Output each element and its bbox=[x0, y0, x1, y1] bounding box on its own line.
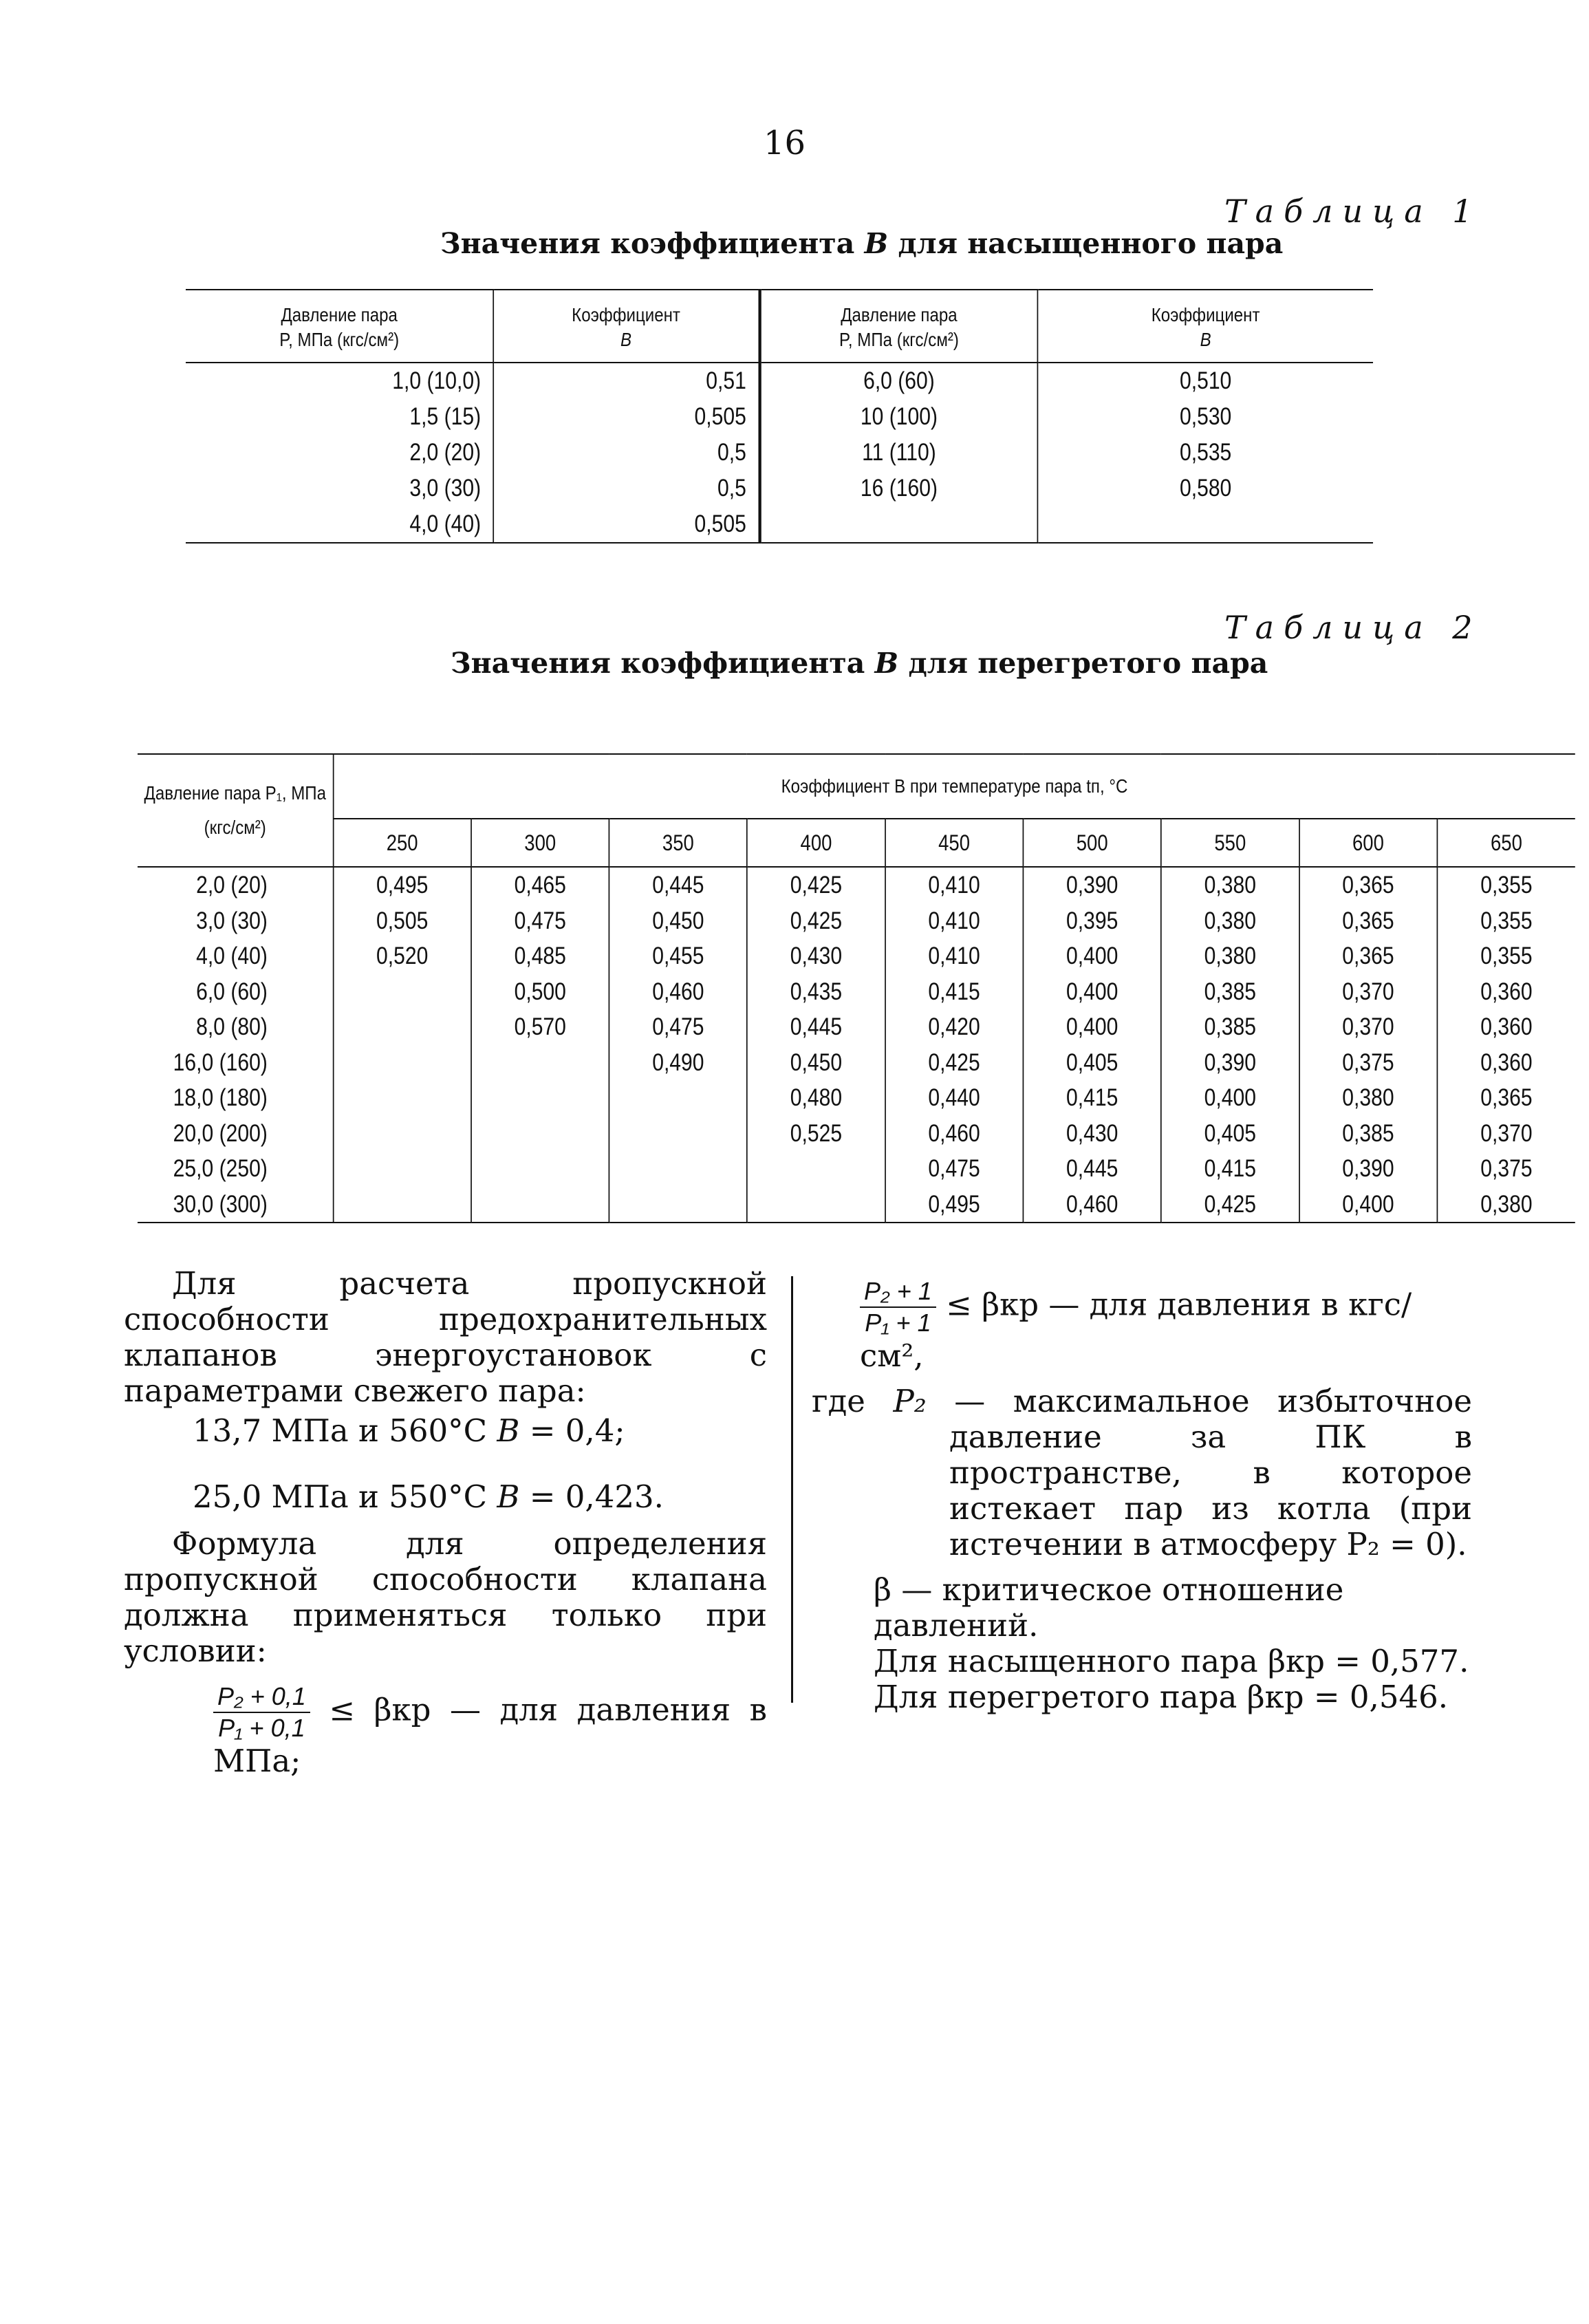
table2-temperature-header: 350 bbox=[609, 819, 748, 867]
table1-header-coef-l1: Коэффициент bbox=[572, 304, 680, 325]
table1-row bbox=[186, 435, 1373, 471]
table2-cell-coef: 0,355 bbox=[1437, 938, 1575, 974]
table2-cell-coef: 0,525 bbox=[747, 1116, 885, 1152]
right-text-column bbox=[812, 1276, 1472, 1715]
table2-cell-coef bbox=[609, 1187, 748, 1223]
table2-cell-coef: 0,375 bbox=[1437, 1151, 1575, 1187]
table2-caption-post: для перегретого пара bbox=[898, 647, 1268, 680]
table2-cell-coef: 0,375 bbox=[1299, 1045, 1438, 1081]
table2-cell-coef: 0,360 bbox=[1437, 974, 1575, 1010]
table2-header-pressure bbox=[138, 754, 333, 867]
left-formula-fraction bbox=[213, 1681, 310, 1743]
table2-cell-pressure: 6,0 (60) bbox=[196, 978, 268, 1005]
right-formula-note: — для давления в кгс/см², bbox=[860, 1286, 1412, 1374]
table2-cell-coef: 0,365 bbox=[1299, 938, 1438, 974]
table2-cell-coef: 0,495 bbox=[885, 1187, 1024, 1223]
table1-cell-pressure-2: 11 (110) bbox=[759, 435, 1037, 471]
table2-caption bbox=[451, 647, 1268, 680]
table2-header-pressure-l1: Давление пара P₁, МПа bbox=[144, 782, 326, 804]
table2-cell-coef bbox=[471, 1045, 609, 1081]
table2-cell-coef bbox=[333, 1080, 471, 1116]
left-formula bbox=[213, 1681, 767, 1779]
table2-cell-coef: 0,390 bbox=[1161, 1045, 1299, 1081]
table2-row bbox=[138, 1045, 1575, 1081]
table2-cell-pressure: 2,0 (20) bbox=[196, 872, 268, 899]
table1-cell-pressure-2: 16 (160) bbox=[759, 471, 1037, 506]
table2-temperature-header: 650 bbox=[1437, 819, 1575, 867]
table2-cell-coef: 0,360 bbox=[1437, 1009, 1575, 1045]
table2-cell-coef: 0,520 bbox=[333, 938, 471, 974]
table2-cell-coef bbox=[471, 1187, 609, 1223]
table2-row bbox=[138, 1116, 1575, 1152]
table1-header-pressure2-l1: Давление пара bbox=[841, 304, 958, 325]
case1-var: B bbox=[497, 1412, 520, 1449]
right-formula bbox=[860, 1276, 1472, 1374]
table2-cell-coef bbox=[333, 1151, 471, 1187]
table1-caption-var: B bbox=[864, 227, 889, 260]
case1-pre: 13,7 МПа и 560°С bbox=[193, 1412, 497, 1449]
table2-cell-coef: 0,425 bbox=[1161, 1187, 1299, 1223]
table2-cell-coef: 0,415 bbox=[1161, 1151, 1299, 1187]
table1-header-pressure bbox=[186, 290, 493, 363]
right-superheated-line: Для перегретого пара βкр = 0,546. bbox=[874, 1679, 1449, 1715]
right-formula-numerator: P₂ + 1 bbox=[860, 1276, 936, 1308]
table1-row bbox=[186, 506, 1373, 543]
table2-cell-coef: 0,405 bbox=[1023, 1045, 1161, 1081]
table1-row bbox=[186, 471, 1373, 506]
case2-pre: 25,0 МПа и 550°С bbox=[193, 1478, 497, 1515]
right-where-definition bbox=[812, 1384, 1472, 1562]
left-formula-denominator: P₁ + 0,1 bbox=[218, 1714, 305, 1742]
table1-header-coef2-l2: B bbox=[1200, 329, 1211, 350]
table2-cell-coef: 0,385 bbox=[1299, 1116, 1438, 1152]
table2-cell-coef: 0,415 bbox=[885, 974, 1024, 1010]
table1-row bbox=[186, 363, 1373, 399]
table1-cell-coef: 0,5 bbox=[493, 435, 759, 471]
table1-cell-coef-2: 0,580 bbox=[1037, 471, 1373, 506]
table2-cell-coef: 0,380 bbox=[1299, 1080, 1438, 1116]
table2-cell-coef: 0,400 bbox=[1023, 974, 1161, 1010]
table1-cell-pressure: 2,0 (20) bbox=[409, 439, 482, 466]
table2-label: Таблица 2 bbox=[1224, 609, 1482, 646]
table2-cell-coef: 0,505 bbox=[333, 903, 471, 939]
table2-cell-coef: 0,380 bbox=[1161, 938, 1299, 974]
table1-label: Таблица 1 bbox=[1224, 193, 1482, 230]
table2 bbox=[138, 753, 1575, 1223]
table2-cell-pressure: 25,0 (250) bbox=[173, 1155, 268, 1182]
table2-row bbox=[138, 1187, 1575, 1223]
table2-cell-coef: 0,400 bbox=[1161, 1080, 1299, 1116]
table2-cell-coef: 0,425 bbox=[747, 867, 885, 903]
table2-cell-coef: 0,410 bbox=[885, 867, 1024, 903]
table2-cell-coef: 0,365 bbox=[1437, 1080, 1575, 1116]
table2-row bbox=[138, 938, 1575, 974]
table2-cell-coef: 0,415 bbox=[1023, 1080, 1161, 1116]
table2-row bbox=[138, 1009, 1575, 1045]
right-formula-denominator: P₁ + 1 bbox=[865, 1309, 931, 1337]
table2-temperature-header: 250 bbox=[333, 819, 471, 867]
table1-cell-coef-2: 0,510 bbox=[1037, 363, 1373, 399]
case1-post: = 0,4; bbox=[519, 1412, 625, 1449]
left-formula-relation: ≤ βкр bbox=[310, 1691, 450, 1728]
table1-header-coef bbox=[493, 290, 759, 363]
table2-header-pressure-l2: (кгс/см²) bbox=[204, 817, 266, 838]
table2-row bbox=[138, 867, 1575, 903]
table2-cell-coef: 0,380 bbox=[1161, 867, 1299, 903]
table2-cell-coef bbox=[747, 1187, 885, 1223]
table2-cell-coef: 0,355 bbox=[1437, 903, 1575, 939]
table2-cell-coef: 0,425 bbox=[885, 1045, 1024, 1081]
table2-cell-coef: 0,495 bbox=[333, 867, 471, 903]
table2-temperature-header: 550 bbox=[1161, 819, 1299, 867]
table1-header-pressure-l1: Давление пара bbox=[281, 304, 398, 325]
table1-caption-post: для насыщенного пара bbox=[888, 227, 1284, 260]
table2-cell-coef: 0,445 bbox=[1023, 1151, 1161, 1187]
table2-temperature-header: 600 bbox=[1299, 819, 1438, 867]
table2-cell-coef bbox=[333, 974, 471, 1010]
table2-row bbox=[138, 1151, 1575, 1187]
case2-post: = 0,423. bbox=[519, 1478, 664, 1515]
table2-cell-coef bbox=[333, 1116, 471, 1152]
table2-cell-pressure: 8,0 (80) bbox=[196, 1013, 268, 1040]
table2-row bbox=[138, 1080, 1575, 1116]
table2-cell-coef: 0,450 bbox=[609, 903, 748, 939]
table2-cell-coef bbox=[609, 1080, 748, 1116]
table2-cell-coef bbox=[471, 1080, 609, 1116]
table2-cell-coef: 0,390 bbox=[1299, 1151, 1438, 1187]
table2-cell-coef: 0,490 bbox=[609, 1045, 748, 1081]
table2-cell-pressure: 3,0 (30) bbox=[196, 907, 268, 934]
table2-cell-coef: 0,385 bbox=[1161, 974, 1299, 1010]
table1-header-coef2-l1: Коэффициент bbox=[1151, 304, 1260, 325]
table2-cell-coef bbox=[747, 1151, 885, 1187]
table2-row bbox=[138, 903, 1575, 939]
table2-cell-coef: 0,420 bbox=[885, 1009, 1024, 1045]
table2-cell-coef: 0,390 bbox=[1023, 867, 1161, 903]
table1-cell-coef-2: 0,530 bbox=[1037, 399, 1373, 435]
table2-cell-coef bbox=[333, 1045, 471, 1081]
table2-cell-coef: 0,380 bbox=[1161, 903, 1299, 939]
table2-cell-coef: 0,370 bbox=[1299, 974, 1438, 1010]
table1-row bbox=[186, 399, 1373, 435]
left-case-2 bbox=[193, 1479, 767, 1515]
table2-cell-coef: 0,475 bbox=[885, 1151, 1024, 1187]
column-divider bbox=[791, 1276, 793, 1703]
table2-temperature-header: 400 bbox=[747, 819, 885, 867]
table2-cell-coef: 0,485 bbox=[471, 938, 609, 974]
table2-cell-coef bbox=[333, 1187, 471, 1223]
table2-header-coef: Коэффициент B при температуре пара tп, °C bbox=[333, 754, 1575, 819]
table2-caption-var: B bbox=[874, 647, 899, 680]
table2-cell-coef: 0,400 bbox=[1299, 1187, 1438, 1223]
table2-cell-coef: 0,475 bbox=[471, 903, 609, 939]
right-formula-relation: ≤ βкр bbox=[936, 1286, 1049, 1323]
table2-cell-coef bbox=[333, 1009, 471, 1045]
table2-cell-coef: 0,365 bbox=[1299, 867, 1438, 903]
table1-cell-coef-2: 0,535 bbox=[1037, 435, 1373, 471]
table2-cell-coef: 0,360 bbox=[1437, 1045, 1575, 1081]
table1-cell-pressure: 1,0 (10,0) bbox=[392, 367, 482, 394]
table2-cell-coef: 0,365 bbox=[1299, 903, 1438, 939]
table2-cell-pressure: 4,0 (40) bbox=[196, 943, 268, 969]
table2-temperature-header: 500 bbox=[1023, 819, 1161, 867]
table1-header-coef-l2: B bbox=[620, 329, 632, 350]
table1-header-coef-2 bbox=[1037, 290, 1373, 363]
table2-cell-coef: 0,445 bbox=[747, 1009, 885, 1045]
table2-cell-coef: 0,370 bbox=[1299, 1009, 1438, 1045]
table2-cell-coef bbox=[471, 1116, 609, 1152]
table2-cell-coef: 0,450 bbox=[747, 1045, 885, 1081]
table1-header-pressure2-l2: P, МПа (кгс/см²) bbox=[839, 329, 959, 350]
table2-cell-coef: 0,475 bbox=[609, 1009, 748, 1045]
table1-cell-coef: 0,5 bbox=[493, 471, 759, 506]
table2-cell-coef: 0,570 bbox=[471, 1009, 609, 1045]
table1-caption-pre: Значения коэффициента bbox=[440, 227, 865, 260]
table2-cell-coef: 0,355 bbox=[1437, 867, 1575, 903]
table2-cell-coef: 0,440 bbox=[885, 1080, 1024, 1116]
table2-cell-coef: 0,465 bbox=[471, 867, 609, 903]
table1 bbox=[186, 289, 1373, 544]
left-paragraph-1: Для расчета пропускной способности предохранительных клапанов энергоустановок с параметрами свежего пара: bbox=[124, 1265, 767, 1409]
table2-cell-coef: 0,380 bbox=[1437, 1187, 1575, 1223]
table2-cell-coef: 0,400 bbox=[1023, 1009, 1161, 1045]
table2-cell-coef: 0,460 bbox=[609, 974, 748, 1010]
right-formula-fraction bbox=[860, 1276, 936, 1338]
table2-cell-coef: 0,425 bbox=[747, 903, 885, 939]
table2-cell-coef: 0,445 bbox=[609, 867, 748, 903]
table2-cell-coef: 0,385 bbox=[1161, 1009, 1299, 1045]
left-text-column bbox=[124, 1266, 767, 1779]
table2-cell-pressure: 30,0 (300) bbox=[138, 1187, 333, 1223]
table2-temperature-header: 450 bbox=[885, 819, 1024, 867]
table2-cell-coef: 0,500 bbox=[471, 974, 609, 1010]
table2-cell-coef: 0,400 bbox=[1023, 938, 1161, 974]
table2-temperature-header: 300 bbox=[471, 819, 609, 867]
table2-cell-coef: 0,460 bbox=[885, 1116, 1024, 1152]
table2-cell-coef: 0,480 bbox=[747, 1080, 885, 1116]
table1-cell-pressure-2: 6,0 (60) bbox=[759, 363, 1037, 399]
table2-cell-coef: 0,435 bbox=[747, 974, 885, 1010]
table2-cell-coef bbox=[471, 1151, 609, 1187]
table2-cell-coef: 0,430 bbox=[747, 938, 885, 974]
table2-cell-pressure: 20,0 (200) bbox=[173, 1119, 268, 1147]
table2-cell-coef: 0,460 bbox=[1023, 1187, 1161, 1223]
table1-cell-pressure: 3,0 (30) bbox=[409, 475, 482, 502]
table2-cell-coef: 0,405 bbox=[1161, 1116, 1299, 1152]
table2-row bbox=[138, 974, 1575, 1010]
table2-cell-coef: 0,410 bbox=[885, 938, 1024, 974]
left-paragraph-2: Формула для определения пропускной способности клапана должна применяться только при условии: bbox=[124, 1525, 767, 1669]
table2-cell-coef bbox=[609, 1151, 748, 1187]
right-beta-line: β — критическое отношение давлений. bbox=[874, 1571, 1344, 1644]
left-formula-note: — для давления в МПа; bbox=[213, 1691, 767, 1779]
table2-caption-pre: Значения коэффициента bbox=[451, 647, 875, 680]
right-saturated-line: Для насыщенного пара βкр = 0,577. bbox=[874, 1643, 1469, 1679]
table2-cell-coef: 0,395 bbox=[1023, 903, 1161, 939]
case2-var: B bbox=[497, 1478, 520, 1515]
where-pre: где bbox=[812, 1383, 894, 1419]
table1-caption bbox=[440, 227, 1283, 260]
table2-cell-pressure: 16,0 (160) bbox=[173, 1048, 268, 1076]
table1-cell-pressure: 1,5 (15) bbox=[409, 403, 482, 430]
table1-header-pressure-2 bbox=[759, 290, 1037, 363]
table1-cell-coef: 0,505 bbox=[493, 399, 759, 435]
left-formula-numerator: P₂ + 0,1 bbox=[213, 1681, 310, 1713]
table2-cell-coef: 0,370 bbox=[1437, 1116, 1575, 1152]
table2-cell-pressure: 18,0 (180) bbox=[173, 1084, 268, 1111]
table1-cell-coef: 0,51 bbox=[493, 363, 759, 399]
table1-cell-pressure-2: 10 (100) bbox=[759, 399, 1037, 435]
table2-cell-coef: 0,410 bbox=[885, 903, 1024, 939]
left-case-1 bbox=[193, 1413, 767, 1449]
table1-cell-coef: 0,505 bbox=[493, 506, 759, 543]
table1-header-pressure-l2: P, МПа (кгс/см²) bbox=[279, 329, 400, 350]
table1-cell-pressure: 4,0 (40) bbox=[186, 506, 493, 543]
table2-cell-coef: 0,430 bbox=[1023, 1116, 1161, 1152]
table2-cell-coef: 0,455 bbox=[609, 938, 748, 974]
where-var: P₂ bbox=[893, 1383, 927, 1419]
table1-cell-coef-2 bbox=[1037, 506, 1373, 543]
table2-cell-coef bbox=[609, 1116, 748, 1152]
table1-cell-pressure-2 bbox=[759, 506, 1037, 543]
page-number: 16 bbox=[764, 124, 806, 162]
where-text: — максимальное избыточное давление за ПК в пространстве, в которое истекает пар из котла (при истечении в атмосферу P₂ = 0). bbox=[926, 1383, 1472, 1562]
